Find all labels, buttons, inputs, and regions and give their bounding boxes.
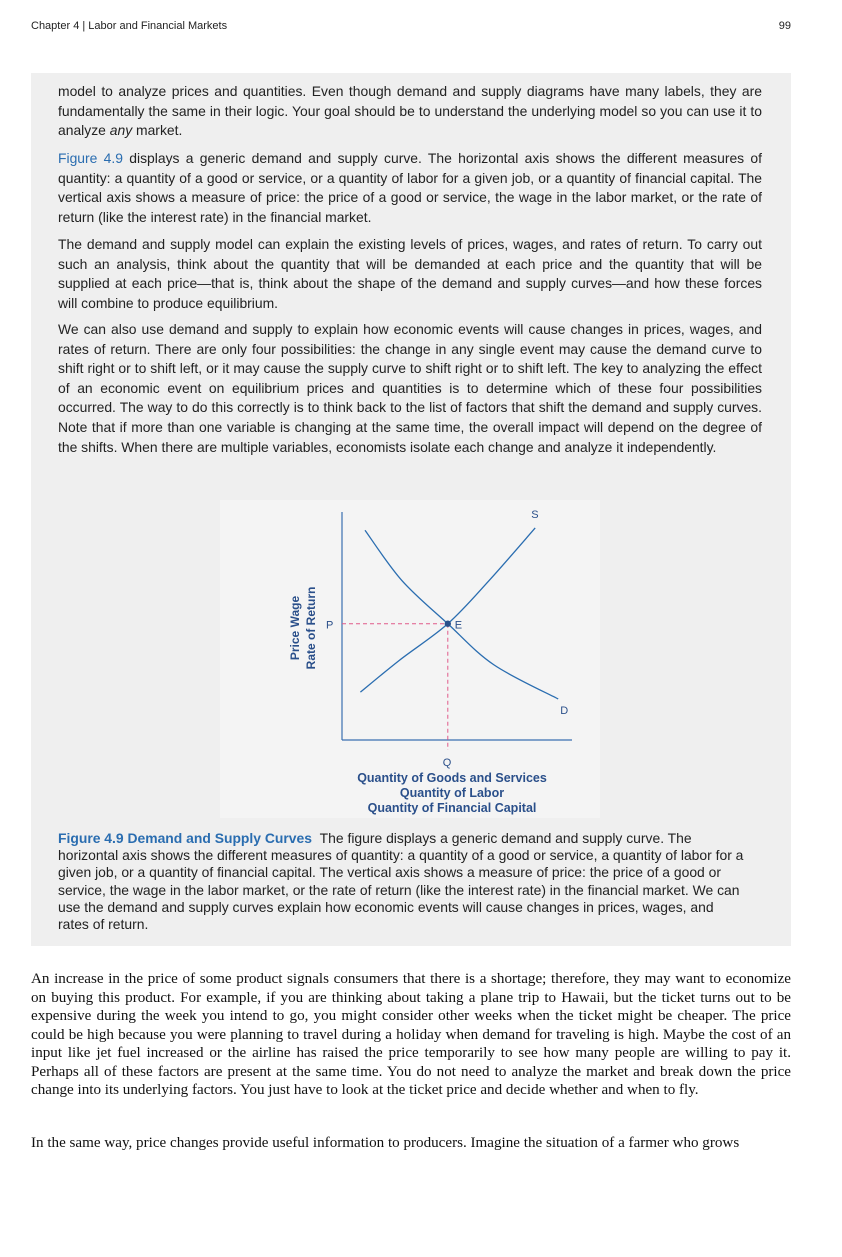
supply-label: S (531, 508, 539, 521)
page-header (31, 20, 791, 36)
chapter-title: Chapter 4 | Labor and Financial Markets (31, 20, 228, 32)
x-axis-label-capital: Quantity of Financial Capital (367, 801, 537, 815)
demand-supply-chart (220, 500, 600, 818)
page-number: 99 (778, 20, 791, 32)
figure-caption (58, 830, 748, 933)
caption-title: Figure 4.9 Demand and Supply Curves (58, 830, 312, 846)
figure-link[interactable]: Figure 4.9 (58, 150, 123, 166)
box-paragraph-2: Figure 4.9 displays a generic demand and supply curve. The horizontal axis shows the different measures of quantity: a quantity of a good or service, or a quantity of labor for a given job, or a quantity of financial capital. The vertical axis shows a measure of price: the price of a good or service, the wage in the labor market, or the rate of return (like the interest rate) in the financial market. (58, 150, 762, 225)
demand-label: D (560, 704, 569, 717)
y-axis-label-rate-of-return: Rate of Return (304, 586, 318, 670)
equilibrium-point (445, 621, 451, 627)
box-paragraph-3: The demand and supply model can explain the existing levels of prices, wages, and rates of return. To carry out such an analysis, think about the quantity that will be demanded at each price and the quantity that will be supplied at each price—that is, think about the shape of the demand and supply curves—and how these forces will combine to produce equilibrium. (58, 236, 762, 311)
figure-4-9 (220, 500, 600, 818)
box-paragraph-1: model to analyze prices and quantities. Even though demand and supply diagrams have many labels, they are fundamentally the same in their logic. Your goal should be to understand the underlying model so you can use it to analyze any market. (58, 83, 762, 139)
y-axis-label-price-wage: Price Wage (288, 595, 302, 661)
price-label: P (326, 619, 334, 632)
x-axis-label-labor: Quantity of Labor (399, 786, 505, 800)
body-paragraph-2: In the same way, price changes provide useful information to producers. Imagine the situation of a farmer who grows (31, 1135, 740, 1151)
x-axis-label-goods: Quantity of Goods and Services (357, 771, 547, 785)
body-paragraph-1: An increase in the price of some product signals consumers that there is a shortage; therefore, they may want to economize on buying this product. For example, if you are thinking about taking a plane trip to Hawaii, but the ticket turns out to be expensive during the week you intend to go, you might consider other weeks when the ticket might be cheaper. The price could be high because you were planning to travel during a holiday when demand for traveling is high. Maybe the cost of an input like jet fuel increased or the airline has raised the price temporarily to see how many people are willing to pay it. Perhaps all of these factors are present at the same time. You do not need to analyze the market and break down the price change into its underlying factors. You just have to look at the ticket price and decide whether and when to fly. (31, 971, 791, 1098)
caption-text: The figure displays a generic demand and supply curve. The horizontal axis shows the different measures of quantity: a quantity of a good or service, a quantity of labor for a given job, or a quantity of financial capital. The vertical axis shows a measure of price: the price of a good or service, the wage in the labor market, or the rate of return (like the interest rate) in the financial market. We can use the demand and supply curves explain how economic events will cause changes in prices, wages, and rates of return. (58, 830, 744, 933)
equilibrium-label: E (454, 619, 463, 632)
quantity-label: Q (442, 757, 452, 769)
demand-curve (365, 530, 558, 699)
box-paragraph-4: We can also use demand and supply to explain how economic events will cause changes in prices, wages, and rates of return. There are only four possibilities: the change in any single event may cause the demand curve to shift right or to shift left, or it may cause the supply curve to shift right or to shift left. The key to analyzing the effect of an economic event on equilibrium prices and quantities is to determine which of these four possibilities occurred. The way to do this correctly is to think back to the list of factors that shift the demand and supply curves. Note that if more than one variable is changing at the same time, the overall impact will depend on the degree of the shifts. When there are multiple variables, economists isolate each change and analyze it independently. (58, 321, 762, 455)
sidebar-box (31, 73, 791, 946)
